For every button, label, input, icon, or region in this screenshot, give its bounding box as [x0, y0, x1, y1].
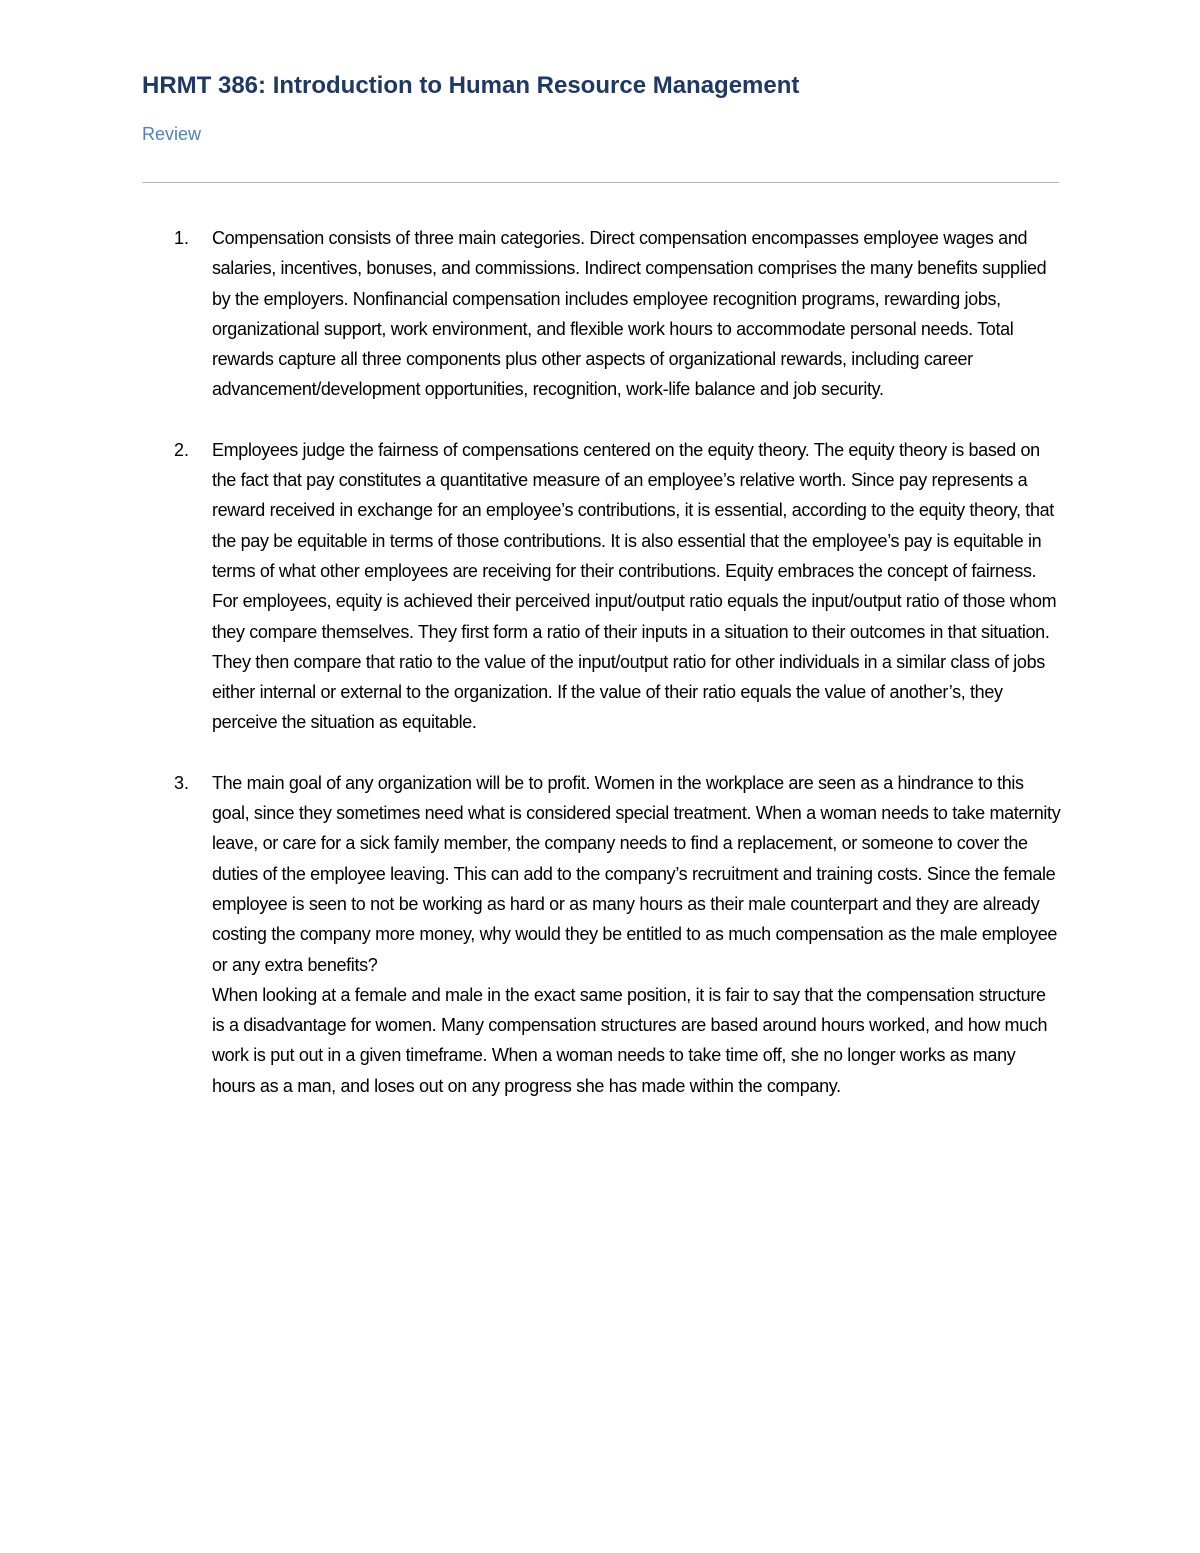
list-item-paragraph: Employees judge the fairness of compensations centered on the equity theory. The equity theory is based on the fact that pay constitutes a quantitative measure of an employee’s relative worth. Since pay represents a reward received in exchange for an employee’s contributions, it is essential, according to the equity theory, that the pay be equitable in terms of those contributions. It is also essential that the employee’s pay is equitable in terms of what other employees are receiving for their contributions. Equity embraces the concept of fairness.: [212, 439, 1054, 581]
list-item-number: 2.: [174, 439, 190, 460]
list-item: [142, 435, 1062, 738]
list-item-paragraph: The main goal of any organization will be to profit. Women in the workplace are seen as a hindrance to this goal, since they sometimes need what is considered special treatment. When a woman needs to take maternity leave, or care for a sick family member, the company needs to find a replacement, or someone to cover the duties of the employee leaving. This can add to the company’s recruitment and training costs. Since the female employee is seen to not be working as hard or as many hours as their male counterpart and they are already costing the company more money, why would they be entitled to as much compensation as the male employee or any extra benefits?: [212, 772, 1061, 975]
list-item-paragraph: For employees, equity is achieved their perceived input/output ratio equals the input/output ratio of those whom they compare themselves. They first form a ratio of their inputs in a situation to their outcomes in that situation. They then compare that ratio to the value of the input/output ratio for other individuals in a similar class of jobs either internal or external to the organization. If the value of their ratio equals the value of another’s, they perceive the situation as equitable.: [212, 591, 1057, 733]
list-item-paragraph: Compensation consists of three main categories. Direct compensation encompasses employee wages and salaries, incentives, bonuses, and commissions. Indirect compensation comprises the many benefits supplied by the employers. Nonfinancial compensation includes employee recognition programs, rewarding jobs, organizational support, work environment, and flexible work hours to accommodate personal needs. Total rewards capture all three components plus other aspects of organizational rewards, including career advancement/development opportunities, recognition, work-life balance and job security.: [212, 228, 1047, 400]
document-subtitle: Review: [142, 124, 202, 144]
title-divider: [142, 182, 1059, 183]
list-item-number: 3.: [174, 772, 190, 793]
list-item: [142, 768, 1062, 1101]
list-item: [142, 223, 1062, 405]
review-list: [142, 223, 1062, 1131]
list-item-number: 1.: [174, 228, 190, 248]
document-title: HRMT 386: Introduction to Human Resource Management: [142, 72, 800, 99]
list-item-paragraph: When looking at a female and male in the exact same position, it is fair to say that the compensation structure is a disadvantage for women. Many compensation structures are based around hours worked, and how much work is put out in a given timeframe. When a woman needs to take time off, she no longer works as many hours as a man, and loses out on any progress she has made within the company.: [212, 984, 1048, 1096]
